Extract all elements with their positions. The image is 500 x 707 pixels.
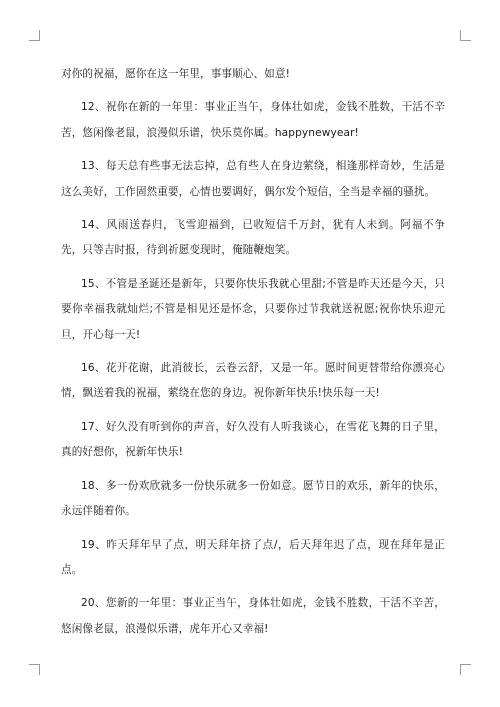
paragraph-16: 16、花开花谢，此消彼长，云卷云舒，又是一年。愿时间更替带给你漂亮心情，飘送着我的祝福，萦绕在您的身边。祝你新年快乐!快乐每一天! <box>61 362 445 400</box>
paragraph-20: 20、您新的一年里：事业正当午，身体壮如虎，金钱不胜数，干活不辛苦，悠闲像老鼠，浪漫似乐谱，虎年开心又幸福! <box>61 597 445 635</box>
page-corner-mark-bottom-right <box>460 664 471 675</box>
paragraph-12: 12、祝你在新的一年里：事业正当午，身体壮如虎，金钱不胜数，干活不辛苦，悠闲像老鼠，浪漫似乐谱，快乐莫你属。happynewyear! <box>61 101 445 139</box>
paragraph-19: 19、昨天拜年早了点，明天拜年挤了点/，后天拜年迟了点，现在拜年是正点。 <box>61 538 445 576</box>
page-corner-mark-bottom-left <box>29 664 40 675</box>
paragraph-13: 13、每天总有些事无法忘掉，总有些人在身边萦绕，相逢那样奇妙，生活是这么美好，工作固然重要，心情也要调好，偶尔发个短信，全当是幸福的骚扰。 <box>61 160 445 198</box>
document-body <box>61 62 445 642</box>
paragraph-18: 18、多一份欢欣就多一份快乐就多一份如意。愿节日的欢乐，新年的快乐，永远伴随着你。 <box>61 479 445 518</box>
page-corner-mark-top-right <box>460 30 471 41</box>
paragraph-15: 15、不管是圣诞还是新年，只要你快乐我就心里甜;不管是昨天还是今天，只要你幸福我就灿烂;不管是相见还是怀念，只要你过节我就送祝愿;祝你快乐迎元旦，开心每一天! <box>61 277 445 341</box>
paragraph-continuation: 对你的祝福，愿你在这一年里，事事顺心、如意! <box>61 68 290 80</box>
paragraph-14: 14、风雨送春归，飞雪迎福到，已收短信千万封，犹有人未到。阿福不争先，只等吉时报，待到祈愿变现时，俺随鞭炮笑。 <box>61 219 445 257</box>
paragraph-17: 17、好久没有听到你的声音，好久没有人听我谈心，在雪花飞舞的日子里，真的好想你，祝新年快乐! <box>61 420 445 459</box>
page-corner-mark-top-left <box>29 30 40 41</box>
